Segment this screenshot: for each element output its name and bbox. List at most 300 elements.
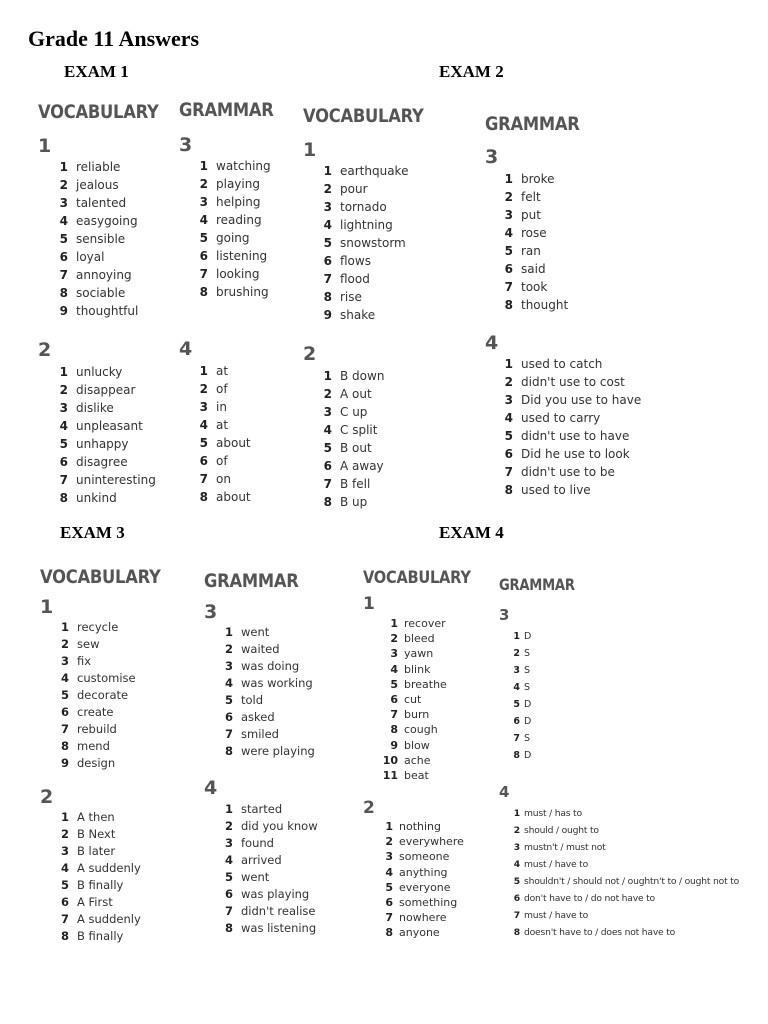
answer-number: 7: [513, 910, 520, 921]
answer-text: S: [524, 733, 531, 744]
answer-text: B fell: [340, 477, 371, 491]
answer-number: 1: [504, 357, 513, 371]
answer-item: [40, 826, 141, 843]
answer-text: of: [216, 454, 228, 468]
answer-item: [179, 211, 271, 229]
answer-text: ache: [404, 753, 431, 767]
answer-item: [40, 636, 136, 653]
answer-item: [204, 641, 315, 658]
answer-item: [38, 266, 138, 284]
answer-number: 7: [323, 272, 332, 286]
answer-text: disappear: [76, 383, 136, 397]
answer-item: [485, 242, 568, 260]
section-number: 3: [179, 134, 193, 156]
exam-1-label: EXAM 1: [64, 62, 129, 81]
answer-number: 8: [224, 921, 233, 935]
answer-item: [38, 453, 156, 471]
answer-number: 3: [199, 400, 208, 414]
answer-item: [363, 819, 464, 834]
answer-text: listening: [216, 249, 268, 263]
answer-number: 2: [323, 387, 332, 401]
answer-text: on: [216, 472, 231, 486]
answer-text: mend: [77, 739, 110, 753]
answer-number: 1: [385, 820, 393, 833]
answer-text: didn't use to be: [521, 465, 615, 479]
exam-4-grammar-heading: GRAMMAR: [499, 575, 575, 594]
answer-number: 6: [513, 893, 520, 904]
answer-text: don't have to / do not have to: [524, 893, 655, 904]
answer-text: C split: [340, 423, 378, 437]
answer-number: 4: [513, 682, 520, 693]
section-number: 1: [38, 135, 52, 157]
answer-text: sociable: [76, 286, 126, 300]
answer-number: 3: [60, 844, 69, 858]
answer-number: 1: [224, 802, 233, 816]
answer-number: 6: [390, 692, 398, 706]
answer-text: burn: [404, 708, 430, 722]
answer-item: [499, 645, 531, 662]
answer-item: [363, 631, 447, 646]
answer-item: [499, 662, 531, 679]
answer-text: waited: [241, 642, 280, 656]
answer-number: 6: [199, 454, 208, 468]
answer-number: 2: [513, 825, 520, 836]
answer-item: [179, 380, 251, 398]
answer-item: [303, 306, 408, 324]
answer-number: 1: [59, 365, 68, 379]
answer-item: [204, 818, 318, 835]
exam-1-grammar-section-4: [179, 338, 251, 506]
answer-number: 3: [323, 200, 332, 214]
answer-number: 8: [504, 298, 513, 312]
answer-number: 4: [224, 676, 233, 690]
answer-number: 2: [504, 375, 513, 389]
answer-number: 7: [224, 904, 233, 918]
answer-text: tornado: [340, 200, 387, 214]
answer-number: 5: [504, 244, 513, 258]
answer-item: [179, 470, 251, 488]
answer-number: 8: [224, 744, 233, 758]
exam-2-grammar-heading: GRAMMAR: [485, 113, 580, 135]
section-number: 3: [499, 606, 510, 624]
section-number: 4: [204, 777, 218, 799]
answer-number: 2: [199, 177, 208, 191]
exam-3-vocabulary-heading: VOCABULARY: [40, 566, 161, 588]
answer-text: disagree: [76, 455, 128, 469]
answer-item: [179, 247, 271, 265]
answer-text: doesn't have to / does not have to: [524, 927, 676, 938]
section-number: 3: [485, 146, 499, 168]
answer-text: used to carry: [521, 411, 601, 425]
answer-item: [38, 302, 138, 320]
answer-number: 6: [504, 447, 513, 461]
answer-text: uninteresting: [76, 473, 156, 487]
answer-text: snowstorm: [340, 236, 406, 250]
answer-text: dislike: [76, 401, 114, 415]
answer-text: easygoing: [76, 214, 138, 228]
answer-number: 7: [323, 477, 332, 491]
answer-text: put: [521, 208, 541, 222]
answer-text: arrived: [241, 853, 282, 867]
answer-item: [499, 805, 739, 822]
answer-number: 3: [504, 393, 513, 407]
answer-text: thought: [521, 298, 569, 312]
answer-number: 4: [504, 226, 513, 240]
answer-item: [204, 658, 315, 675]
answer-item: [179, 157, 271, 175]
answer-text: everywhere: [399, 835, 464, 849]
answer-text: A out: [340, 387, 372, 401]
answer-text: anything: [399, 865, 448, 879]
answer-item: [485, 445, 641, 463]
answer-number: 7: [199, 267, 208, 281]
answer-number: 5: [59, 232, 68, 246]
answer-number: 2: [59, 383, 68, 397]
answer-text: B finally: [77, 929, 124, 943]
answer-item: [303, 457, 384, 475]
answer-number: 1: [199, 159, 208, 173]
answer-text: cut: [404, 692, 422, 706]
answer-item: [303, 475, 384, 493]
answer-number: 6: [224, 887, 233, 901]
answer-text: brushing: [216, 285, 269, 299]
answer-number: 2: [60, 827, 69, 841]
answer-number: 1: [513, 631, 520, 642]
section-number: 3: [204, 601, 218, 623]
answer-text: used to live: [521, 483, 591, 497]
exam-1-vocabulary-section-1: [38, 135, 138, 320]
exam-4-grammar-section-3: [499, 606, 531, 764]
answer-number: 5: [224, 693, 233, 707]
answer-text: A suddenly: [77, 861, 141, 875]
answer-item: [204, 903, 318, 920]
answer-item: [485, 481, 641, 499]
answer-item: [179, 362, 251, 380]
answer-number: 5: [60, 688, 69, 702]
answer-item: [303, 367, 384, 385]
answer-text: unpleasant: [76, 419, 143, 433]
section-number: 2: [38, 339, 52, 361]
answer-item: [363, 738, 447, 753]
exam-2-vocabulary-heading: VOCABULARY: [303, 105, 424, 127]
answer-item: [363, 849, 464, 864]
answer-item: [499, 679, 531, 696]
answer-number: 6: [60, 895, 69, 909]
answer-text: asked: [241, 710, 275, 724]
answer-item: [179, 452, 251, 470]
answer-item: [485, 224, 568, 242]
answer-text: bleed: [404, 632, 435, 646]
answer-item: [40, 809, 141, 826]
answer-item: [38, 435, 156, 453]
answer-number: 4: [60, 861, 69, 875]
answer-number: 7: [385, 911, 393, 925]
answer-text: was listening: [241, 921, 317, 935]
answer-item: [179, 398, 251, 416]
answer-text: smiled: [241, 727, 279, 741]
answer-number: 2: [323, 182, 332, 196]
answer-item: [204, 869, 318, 886]
answer-number: 2: [390, 632, 398, 646]
answer-number: 4: [59, 214, 68, 228]
answer-text: playing: [216, 177, 260, 191]
answer-item: [363, 768, 447, 783]
answer-item: [485, 206, 568, 224]
exam-3-grammar-section-4: [204, 777, 318, 937]
answer-number: 7: [390, 708, 398, 722]
answer-item: [363, 677, 447, 692]
exam-2-grammar-section-3: [485, 146, 568, 314]
answer-item: [303, 162, 408, 180]
answer-number: 6: [60, 705, 69, 719]
answer-item: [40, 894, 141, 911]
answer-item: [40, 860, 141, 877]
answer-text: shouldn't / should not / oughtn't to / ought not to: [524, 876, 740, 887]
answer-text: sensible: [76, 232, 126, 246]
exam-2-vocabulary-section-1: [303, 139, 408, 324]
answer-number: 8: [59, 286, 68, 300]
answer-item: [40, 928, 141, 945]
answer-text: must / have to: [524, 859, 588, 870]
answer-item: [303, 234, 408, 252]
answer-item: [499, 873, 739, 890]
answer-number: 5: [224, 870, 233, 884]
answer-number: 7: [60, 722, 69, 736]
answer-item: [485, 391, 641, 409]
answer-text: reading: [216, 213, 262, 227]
answer-number: 9: [323, 308, 332, 322]
answer-text: B out: [340, 441, 372, 455]
answer-text: started: [241, 802, 283, 816]
exam-1-vocabulary-section-2: [38, 339, 156, 507]
answer-item: [485, 278, 568, 296]
answer-number: 4: [323, 423, 332, 437]
answer-item: [303, 439, 384, 457]
answer-item: [363, 616, 447, 631]
answer-text: A suddenly: [77, 912, 141, 926]
answer-number: 2: [60, 637, 69, 651]
exam-2-grammar-section-4: [485, 332, 641, 499]
answer-number: 2: [513, 648, 520, 659]
answer-item: [40, 653, 136, 670]
answer-text: yawn: [404, 647, 434, 661]
answer-number: 7: [60, 912, 69, 926]
answer-text: flows: [340, 254, 371, 268]
answer-text: everyone: [399, 880, 451, 894]
answer-text: about: [216, 436, 251, 450]
answer-item: [499, 696, 531, 713]
section-number: 4: [499, 783, 510, 801]
answer-text: B up: [340, 495, 368, 509]
answer-item: [303, 252, 408, 270]
answer-number: 1: [60, 810, 69, 824]
answer-item: [499, 747, 531, 764]
answer-text: B later: [77, 844, 116, 858]
answer-text: D: [524, 750, 532, 761]
answer-text: looking: [216, 267, 260, 281]
answer-item: [485, 170, 568, 188]
answer-item: [38, 284, 138, 302]
answer-item: [40, 911, 141, 928]
answer-number: 5: [60, 878, 69, 892]
answer-item: [38, 212, 138, 230]
answer-number: 4: [199, 213, 208, 227]
exam-2-vocabulary-section-2: [303, 343, 384, 511]
answer-text: reliable: [76, 160, 121, 174]
answer-item: [303, 421, 384, 439]
answer-item: [40, 738, 136, 755]
section-number: 2: [363, 798, 375, 818]
answer-item: [204, 675, 315, 692]
answer-number: 3: [59, 401, 68, 415]
answer-item: [363, 662, 447, 677]
answer-item: [363, 753, 447, 768]
answer-item: [499, 730, 531, 747]
answer-text: nowhere: [399, 911, 447, 925]
answer-text: sew: [77, 637, 100, 651]
answer-number: 8: [323, 495, 332, 509]
answer-number: 1: [60, 620, 69, 634]
answer-text: lightning: [340, 218, 393, 232]
answer-number: 5: [199, 436, 208, 450]
answer-item: [204, 743, 315, 760]
page-title: Grade 11 Answers: [28, 26, 200, 51]
answer-number: 3: [224, 659, 233, 673]
answer-text: blink: [404, 662, 431, 676]
answer-number: 2: [224, 819, 233, 833]
answer-text: of: [216, 382, 228, 396]
answer-text: went: [241, 870, 270, 884]
answer-number: 6: [323, 459, 332, 473]
answer-text: someone: [399, 850, 450, 864]
answer-number: 7: [59, 268, 68, 282]
answer-item: [363, 692, 447, 707]
answer-text: nothing: [399, 820, 441, 833]
answer-number: 8: [199, 285, 208, 299]
answer-text: Did he use to look: [521, 447, 630, 461]
answer-number: 8: [504, 483, 513, 497]
answer-text: decorate: [77, 688, 129, 702]
answer-text: S: [524, 665, 531, 676]
section-number: 1: [40, 596, 54, 618]
answer-text: didn't realise: [241, 904, 316, 918]
answer-item: [204, 801, 318, 818]
answer-item: [40, 704, 136, 721]
answer-number: 3: [513, 842, 520, 853]
answer-item: [40, 843, 141, 860]
answer-item: [499, 924, 739, 941]
answer-item: [363, 880, 464, 895]
answer-number: 4: [323, 218, 332, 232]
exam-2-label: EXAM 2: [439, 62, 504, 81]
answer-number: 4: [60, 671, 69, 685]
answer-number: 10: [382, 753, 398, 767]
answer-item: [363, 646, 447, 661]
answer-item: [38, 381, 156, 399]
answer-text: C up: [340, 405, 368, 419]
answer-item: [38, 248, 138, 266]
answer-text: B finally: [77, 878, 124, 892]
answer-number: 8: [60, 929, 69, 943]
answer-text: D: [524, 716, 532, 727]
answer-text: in: [216, 400, 227, 414]
exam-3-grammar-heading: GRAMMAR: [204, 570, 299, 592]
answer-item: [38, 417, 156, 435]
answer-number: 5: [385, 880, 393, 894]
answer-text: A First: [77, 895, 113, 909]
answer-item: [303, 270, 408, 288]
answer-text: shake: [340, 308, 376, 322]
exam-4-label: EXAM 4: [439, 523, 504, 542]
answer-text: annoying: [76, 268, 132, 282]
answer-item: [485, 409, 641, 427]
answer-text: broke: [521, 172, 555, 186]
answer-text: design: [77, 756, 116, 770]
answer-item: [40, 687, 136, 704]
answer-number: 7: [504, 465, 513, 479]
answer-item: [179, 175, 271, 193]
answer-number: 2: [199, 382, 208, 396]
answer-number: 3: [504, 208, 513, 222]
answer-text: something: [399, 895, 458, 909]
answer-text: didn't use to cost: [521, 375, 625, 389]
answer-item: [485, 296, 568, 314]
answer-number: 2: [224, 642, 233, 656]
section-number: 4: [179, 338, 193, 360]
exam-4-grammar-section-4: [499, 783, 739, 941]
answer-text: did you know: [241, 819, 318, 833]
answer-item: [303, 288, 408, 306]
answer-item: [204, 692, 315, 709]
answer-item: [204, 709, 315, 726]
section-number: 2: [303, 343, 317, 365]
answer-text: beat: [404, 768, 429, 782]
answer-number: 3: [60, 654, 69, 668]
answer-item: [499, 839, 739, 856]
answer-text: felt: [521, 190, 541, 204]
answer-item: [204, 852, 318, 869]
exam-3-vocabulary-section-1: [40, 596, 136, 772]
answer-text: was playing: [241, 887, 310, 901]
answer-number: 1: [323, 369, 332, 383]
answer-item: [303, 385, 384, 403]
answer-text: found: [241, 836, 274, 850]
answer-text: unhappy: [76, 437, 129, 451]
answer-number: 9: [59, 304, 68, 318]
answer-number: 11: [382, 768, 398, 782]
answer-text: at: [216, 418, 229, 432]
answer-text: S: [524, 648, 531, 659]
answer-number: 3: [513, 665, 520, 676]
answer-number: 1: [390, 617, 398, 630]
answer-text: customise: [77, 671, 136, 685]
answer-text: went: [241, 625, 270, 639]
answer-text: breathe: [404, 677, 447, 691]
answer-number: 7: [59, 473, 68, 487]
answer-item: [179, 229, 271, 247]
answer-text: about: [216, 490, 251, 504]
answer-item: [363, 722, 447, 737]
answer-number: 4: [504, 411, 513, 425]
answer-item: [38, 489, 156, 507]
answer-item: [204, 835, 318, 852]
answer-item: [204, 624, 315, 641]
answer-text: unkind: [76, 491, 117, 505]
answer-number: 1: [59, 160, 68, 174]
answer-number: 3: [323, 405, 332, 419]
answer-number: 8: [59, 491, 68, 505]
answer-number: 2: [504, 190, 513, 204]
